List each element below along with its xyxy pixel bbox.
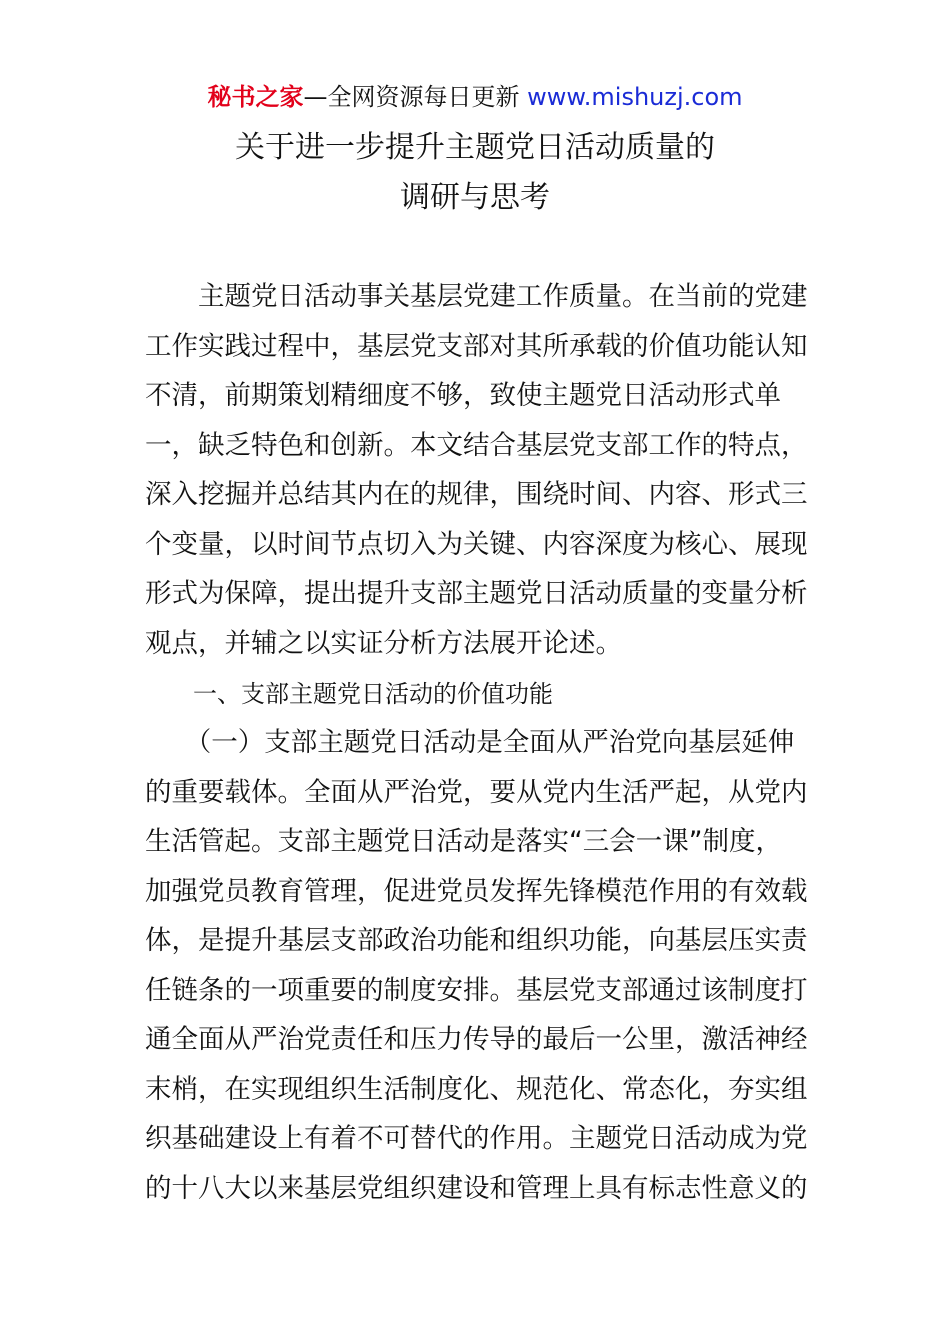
body-line: 的十八大以来基层党组织建设和管理上具有标志性意义的 <box>145 1173 808 1204</box>
body-line: 织基础建设上有着不可替代的作用。主题党日活动成为党 <box>145 1123 808 1154</box>
body-line: 末梢，在实现组织生活制度化、规范化、常态化，夯实组 <box>145 1074 808 1105</box>
body-line: 通全面从严治党责任和压力传导的最后一公里，激活神经 <box>145 1024 808 1055</box>
body-line: 生活管起。支部主题党日活动是落实“三会一课”制度， <box>145 826 782 857</box>
site-header <box>0 80 950 114</box>
body-line: 一，缺乏特色和创新。本文结合基层党支部工作的特点， <box>145 430 808 461</box>
body-line: 的重要载体。全面从严治党，要从党内生活严起，从党内 <box>145 777 808 808</box>
body-line: 个变量，以时间节点切入为关键、内容深度为核心、展现 <box>145 529 808 560</box>
document-title-line-2: 调研与思考 <box>400 180 550 215</box>
header-slogan: —全网资源每日更新 <box>303 83 528 111</box>
body-line: 形式为保障，提出提升支部主题党日活动质量的变量分析 <box>145 578 808 609</box>
body-line: （一）支部主题党日活动是全面从严治党向基层延伸 <box>145 727 795 758</box>
body-line: 观点，并辅之以实证分析方法展开论述。 <box>145 628 622 659</box>
body-line: 主题党日活动事关基层党建工作质量。在当前的党建 <box>145 281 808 312</box>
body-line: 不清，前期策划精细度不够，致使主题党日活动形式单 <box>145 380 781 411</box>
body-line: 体，是提升基层支部政治功能和组织功能，向基层压实责 <box>145 925 808 956</box>
body-line: 任链条的一项重要的制度安排。基层党支部通过该制度打 <box>145 975 808 1006</box>
body-line: 深入挖掘并总结其内在的规律，围绕时间、内容、形式三 <box>145 479 808 510</box>
website-link[interactable]: www.mishuzj.com <box>527 83 743 111</box>
brand-name: 秘书之家 <box>207 83 304 111</box>
document-title-line-1: 关于进一步提升主题党日活动质量的 <box>235 130 715 165</box>
section-heading: 一、支部主题党日活动的价值功能 <box>145 680 553 708</box>
body-line: 工作实践过程中，基层党支部对其所承载的价值功能认知 <box>145 331 808 362</box>
body-line: 加强党员教育管理，促进党员发挥先锋模范作用的有效载 <box>145 876 808 907</box>
